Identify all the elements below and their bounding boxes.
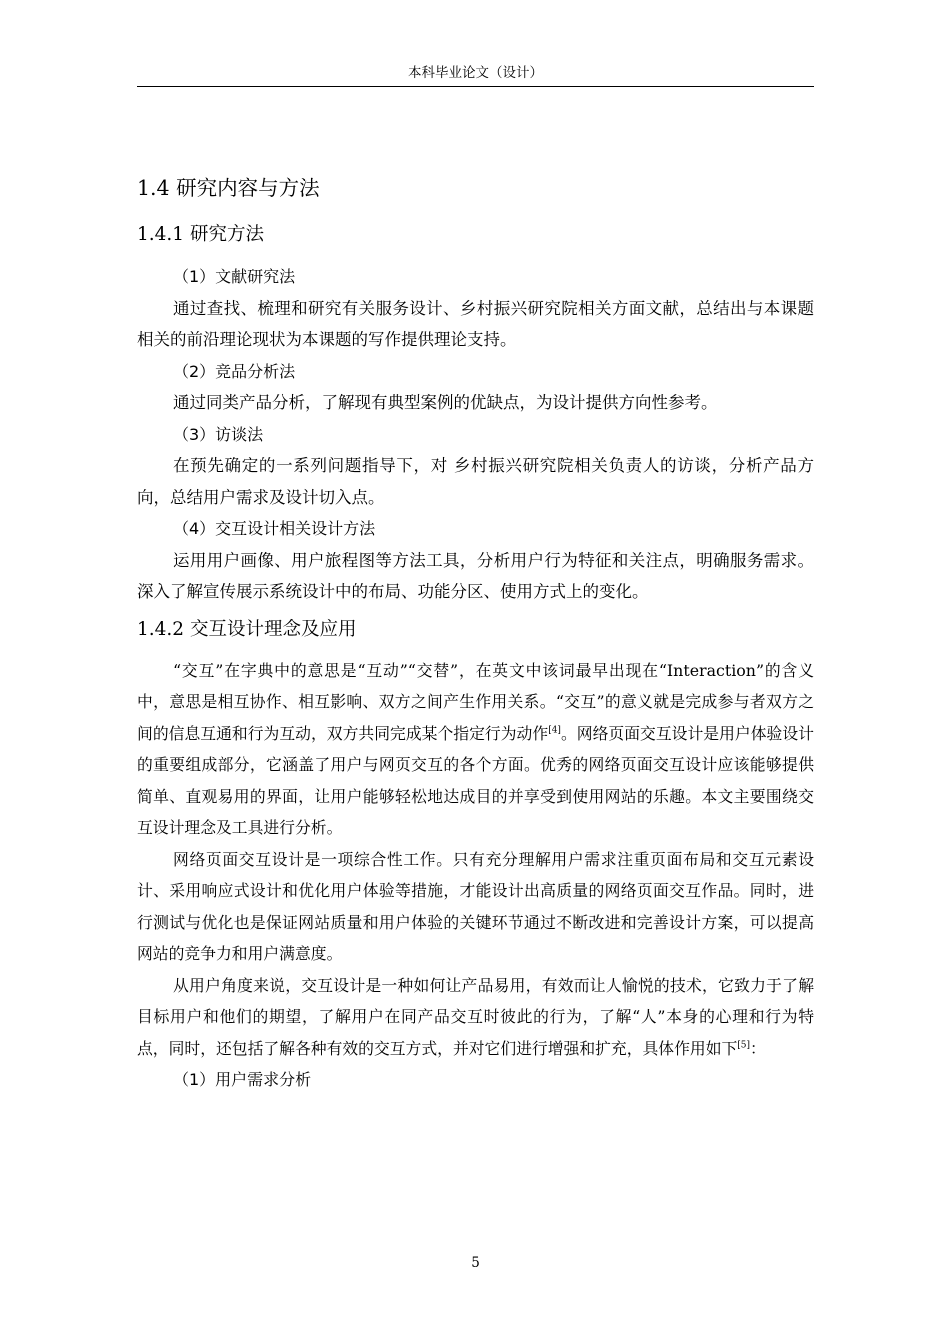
method-text-competitive: 通过同类产品分析，了解现有典型案例的优缺点，为设计提供方向性参考。 [173, 393, 718, 412]
method-label-interview: （3）访谈法 [173, 424, 264, 444]
method-label-competitive: （2）竞品分析法 [173, 361, 296, 381]
method-text-literature: 通过查找、梳理和研究有关服务设计、乡村振兴研究院相关方面文献，总结出与本课题相关的前沿理论现状为本课题的写作提供理论支持。 [137, 298, 814, 349]
method-text-interaction: 运用用户画像、用户旅程图等方法工具，分析用户行为特征和关注点，明确服务需求。深入了解宣传展示系统设计中的布局、功能分区、使用方式上的变化。 [137, 550, 814, 601]
page-content [137, 168, 814, 1096]
subsection-heading-methods: 1.4.1 研究方法 [137, 224, 264, 245]
paragraph-user-perspective [137, 970, 814, 1065]
running-header: 本科毕业论文（设计） [408, 65, 543, 81]
paragraph-text: ： [750, 1038, 766, 1058]
section-heading: 1.4 研究内容与方法 [137, 176, 320, 200]
citation-ref: [4] [548, 725, 561, 736]
paragraph-text: “交互”在字典中的意思是“互动”“交替”，在英文中该词最早出现在“Interaction”的含义中，意思是相互协作、相互影响、双方之间产生作用关系。“交互”的意义就是完成参与者双方之间的信息互通和行为互动，双方共同完成某个指定行为动作 [137, 660, 814, 743]
citation-ref: [5] [737, 1040, 751, 1051]
paragraph-web-interaction: 网络页面交互设计是一项综合性工作。只有充分理解用户需求注重页面布局和交互元素设计、采用响应式设计和优化用户体验等措施，才能设计出高质量的网络页面交互作品。同时，进行测试与优化也是保证网站质量和用户体验的关键环节通过不断改进和完善设计方案，可以提高网站的竞争力和用户满意度。 [137, 849, 814, 963]
method-label-literature: （1）文献研究法 [173, 267, 296, 286]
page-number: 5 [471, 1255, 480, 1271]
paragraph-text: 。网络页面交互设计是用户体验设计的重要组成部分，它涵盖了用户与网页交互的各个方面。优秀的网络页面交互设计应该能够提供简单、直观易用的界面，让用户能够轻松地达成目的并享受到使用网站的乐趣。本文主要围绕交互设计理念及工具进行分析。 [137, 723, 814, 837]
method-text-interview: 在预先确定的一系列问题指导下，对 乡村振兴研究院相关负责人的访谈，分析产品方向，总结用户需求及设计切入点。 [137, 456, 814, 507]
header-rule [137, 86, 814, 87]
subsection-heading-interaction: 1.4.2 交互设计理念及应用 [137, 618, 357, 640]
paragraph-text: 从用户角度来说，交互设计是一种如何让产品易用，有效而让人愉悦的技术，它致力于了解目标用户和他们的期望，了解用户在同产品交互时彼此的行为，了解“人”本身的心理和行为特点，同时，还包括了解各种有效的交互方式，并对它们进行增强和扩充，具体作用如下 [137, 975, 814, 1058]
paragraph-interaction-definition [137, 655, 814, 844]
list-label-user-needs: （1）用户需求分析 [173, 1070, 312, 1089]
method-label-interaction: （4）交互设计相关设计方法 [173, 519, 376, 538]
